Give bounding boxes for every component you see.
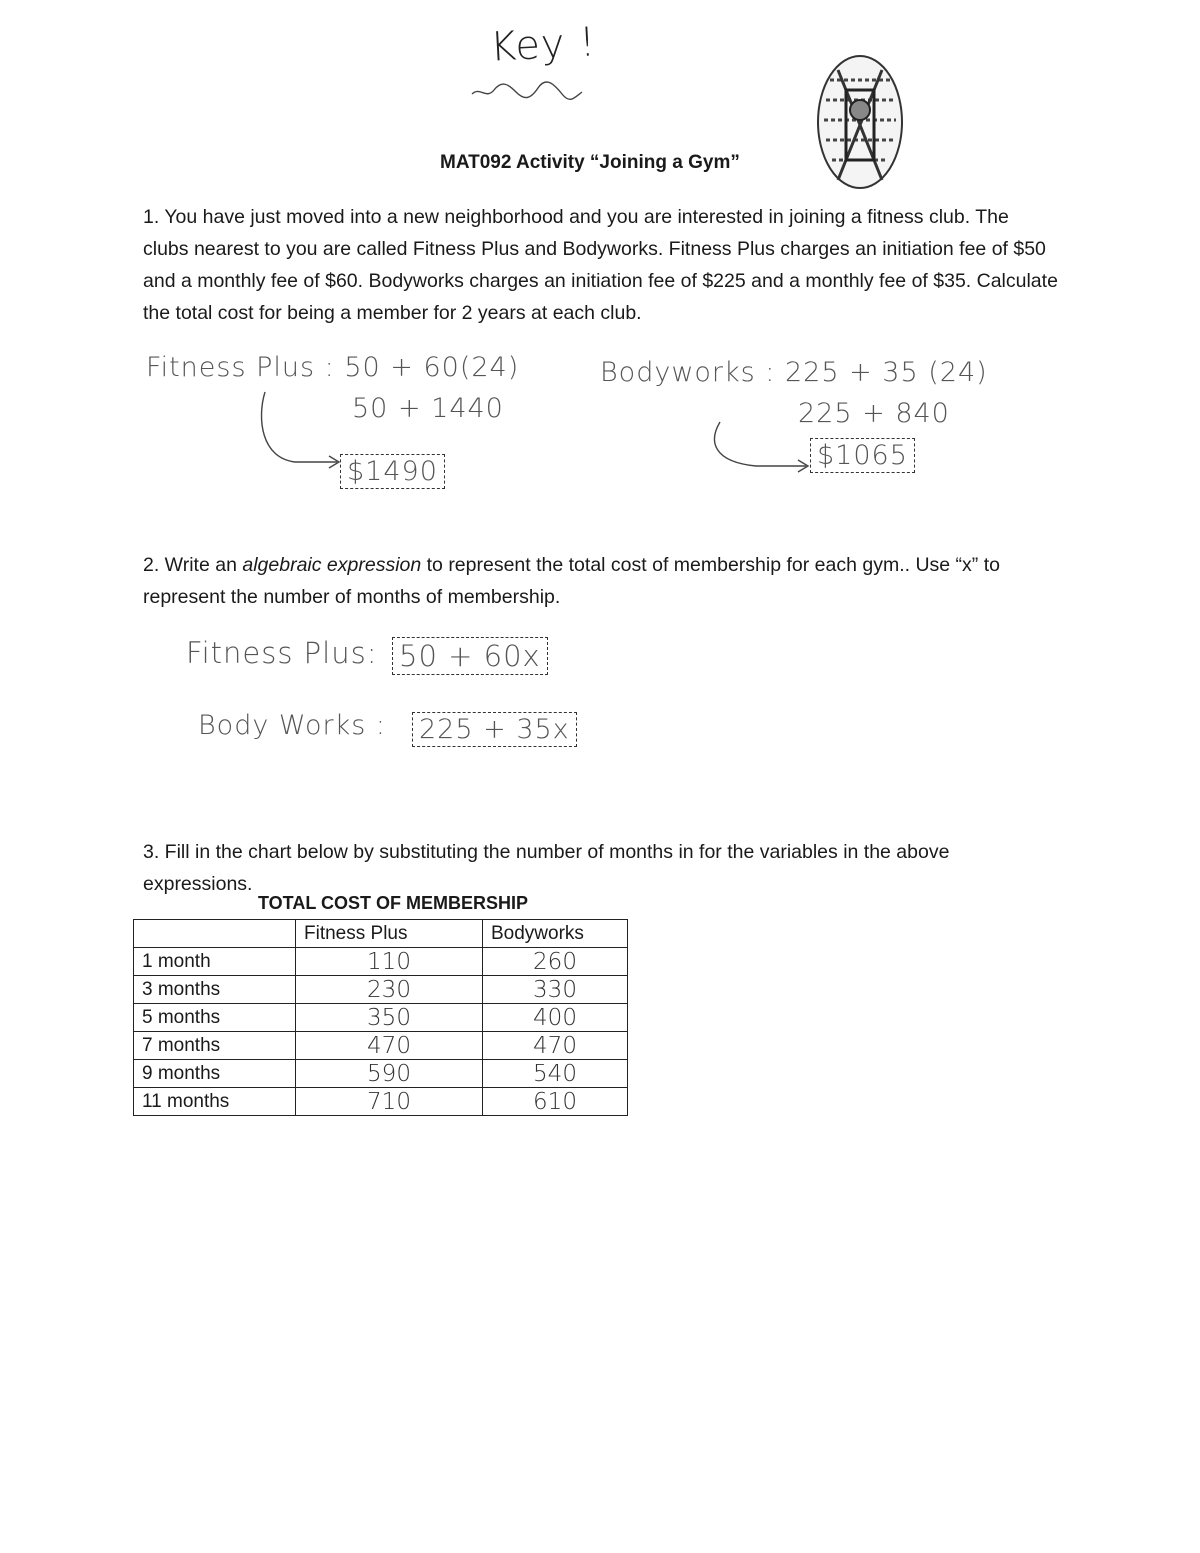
table-row — [134, 1060, 628, 1088]
bodyworks-cost: 400 — [483, 1004, 628, 1032]
q1-fitness-work-line1: Fitness Plus : 50 + 60(24) — [146, 352, 520, 383]
table-row — [134, 1088, 628, 1116]
row-label: 5 months — [134, 1004, 296, 1032]
row-label: 9 months — [134, 1060, 296, 1088]
q1-fitness-arrow — [255, 388, 345, 473]
fitness-cost: 590 — [296, 1060, 483, 1088]
fitness-cost: 710 — [296, 1088, 483, 1116]
fitness-cost: 230 — [296, 976, 483, 1004]
question-2-text — [143, 549, 1058, 613]
membership-cost-table — [133, 919, 628, 1116]
table-caption: TOTAL COST OF MEMBERSHIP — [258, 893, 529, 913]
q1-bodyworks-answer: $1065 — [810, 438, 915, 473]
key-handwritten-label: Key ! — [488, 19, 598, 71]
q2-text-end: to represent the total cost of membership for each gym.. Use “x” to represent the number of months of membership. — [143, 554, 1000, 608]
q2-bodyworks-label: Body Works : — [198, 710, 387, 741]
question-1-text: 1. You have just moved into a new neighborhood and you are interested in joining a fitness club. The clubs nearest to you are called Fitness Plus and Bodyworks. Fitness Plus charges an initiation fee of $50 and a monthly fee of $60. Bodyworks charges an initiation fee of $225 and a monthly fee of $35. Calculate the total cost for being a member for 2 years at each club. — [143, 206, 1058, 324]
header-blank — [134, 920, 296, 948]
q1-bodyworks-work-line1: Bodyworks : 225 + 35 (24) — [600, 357, 988, 388]
squiggle-underline — [470, 78, 585, 102]
q2-bodyworks-expression: 225 + 35x — [412, 712, 577, 747]
q2-fitness-expression: 50 + 60x — [392, 637, 548, 675]
table-row — [134, 1032, 628, 1060]
table-row — [134, 1004, 628, 1032]
q1-fitness-answer: $1490 — [340, 454, 445, 489]
row-label: 1 month — [134, 948, 296, 976]
row-label: 7 months — [134, 1032, 296, 1060]
table-header-row — [134, 920, 628, 948]
bodyworks-cost: 260 — [483, 948, 628, 976]
gym-clipart-icon — [808, 50, 912, 195]
q1-bodyworks-work-line2: 225 + 840 — [798, 398, 950, 429]
q1-fitness-work-line2: 50 + 1440 — [352, 393, 504, 424]
bodyworks-cost: 470 — [483, 1032, 628, 1060]
q2-emphasis: algebraic expression — [242, 554, 422, 576]
fitness-cost: 110 — [296, 948, 483, 976]
page-title: MAT092 Activity “Joining a Gym” — [440, 152, 740, 173]
question-3-text: 3. Fill in the chart below by substituting the number of months in for the variables in the above expressions. — [143, 841, 950, 895]
table-row — [134, 948, 628, 976]
fitness-cost: 350 — [296, 1004, 483, 1032]
fitness-cost: 470 — [296, 1032, 483, 1060]
bodyworks-cost: 610 — [483, 1088, 628, 1116]
header-fitness-plus: Fitness Plus — [296, 920, 483, 948]
q1-bodyworks-arrow — [706, 418, 814, 478]
row-label: 11 months — [134, 1088, 296, 1116]
q2-text-start: 2. Write an — [143, 554, 243, 576]
header-bodyworks: Bodyworks — [483, 920, 628, 948]
row-label: 3 months — [134, 976, 296, 1004]
table-row — [134, 976, 628, 1004]
bodyworks-cost: 540 — [483, 1060, 628, 1088]
q2-fitness-label: Fitness Plus: — [186, 636, 378, 670]
bodyworks-cost: 330 — [483, 976, 628, 1004]
